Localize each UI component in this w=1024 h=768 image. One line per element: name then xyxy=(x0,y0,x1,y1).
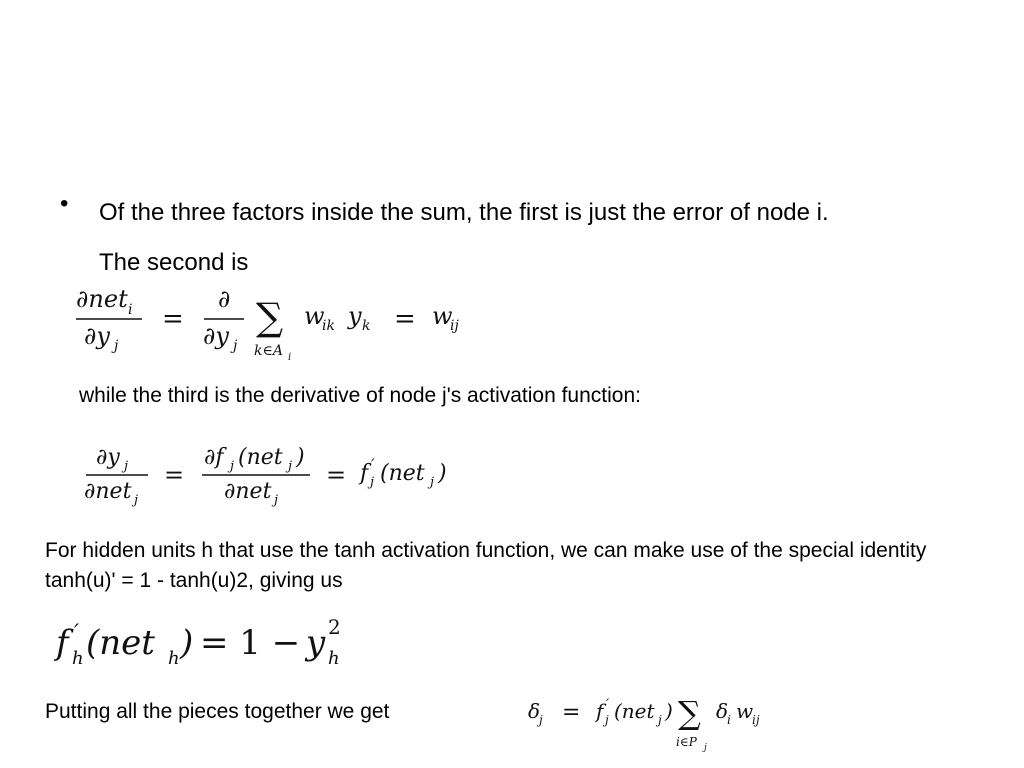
eq1-sum-index: k∈A xyxy=(254,343,283,359)
eq2-rhs-f: f xyxy=(360,461,369,486)
eq3-prime: ′ xyxy=(74,621,79,646)
eq3-f: f xyxy=(56,623,69,663)
eq2-mid-num-arg-sub: j xyxy=(288,459,293,474)
eq2-mid-den-sub: j xyxy=(274,493,279,508)
paragraph-tanh-identity: For hidden units h that use the tanh activation function, we can make use of the special identity tanh(u)' = 1 - tanh(u)2, giving us xyxy=(45,539,927,592)
eq1-term-y: y xyxy=(348,302,362,330)
eq4-delta-i: δ xyxy=(716,699,729,723)
equation-tanh-derivative xyxy=(56,614,356,674)
eq2-lhs-num-sub: j xyxy=(124,459,129,474)
eq1-sum-index-sub: i xyxy=(288,352,292,363)
eq4-f-sub: j xyxy=(605,713,609,727)
eq3-sub: h xyxy=(72,648,84,669)
eq2-lhs-den-sub: j xyxy=(134,493,139,508)
equation-delta-hidden xyxy=(528,690,778,756)
eq4-w-sub: ij xyxy=(752,713,760,727)
eq1-rhs-w: w xyxy=(432,302,453,330)
eq2-mid-num-sub: j xyxy=(230,459,235,474)
equation-net-derivative xyxy=(76,282,496,364)
eq2-rhs-sub: j xyxy=(370,475,375,490)
eq4-w: w xyxy=(736,699,754,723)
eq1-term-w-sub: ik xyxy=(322,318,335,334)
eq1-lhs-den-sub: j xyxy=(114,338,119,354)
eq4-delta-i-sub: i xyxy=(727,713,731,727)
eq2-lhs-den: ∂net xyxy=(84,479,132,504)
eq3-rhs: = 1 − xyxy=(200,623,301,663)
eq1-term-y-sub: k xyxy=(362,318,371,334)
eq1-lhs-num-sub: i xyxy=(128,302,133,318)
bullet-line-2: The second is xyxy=(99,249,249,276)
eq2-rhs-arg-sub: j xyxy=(430,475,435,490)
eq1-op-den-sub: j xyxy=(233,338,238,354)
eq1-lhs-num: ∂net xyxy=(76,285,128,313)
eq4-delta: δ xyxy=(528,699,541,723)
bullet-marker: • xyxy=(60,190,69,217)
bullet-line-1: Of the three factors inside the sum, the first is just the error of node i. xyxy=(99,199,829,226)
eq4-arg-sub: j xyxy=(658,713,662,727)
eq3-y-sub: h xyxy=(328,648,340,669)
eq4-equals: = xyxy=(562,700,581,725)
eq4-f: f xyxy=(596,699,604,723)
eq2-lhs-num: ∂y xyxy=(96,445,120,470)
eq1-lhs-den: ∂y xyxy=(84,322,110,350)
eq2-equals-1: = xyxy=(164,461,185,489)
eq2-mid-num-close: ) xyxy=(296,445,305,470)
eq1-op-num: ∂ xyxy=(218,285,231,313)
eq2-mid-den: ∂net xyxy=(224,479,272,504)
eq2-equals-2: = xyxy=(326,461,347,489)
eq3-y: y xyxy=(306,623,326,663)
eq2-rhs-close: ) xyxy=(438,461,447,486)
eq4-delta-sub: j xyxy=(539,713,543,727)
equation-activation-derivative xyxy=(84,440,464,510)
eq2-rhs-prime: ′ xyxy=(371,455,375,474)
eq2-mid-num: ∂f xyxy=(204,445,224,470)
eq4-prime: ′ xyxy=(606,697,610,713)
eq1-equals-1: = xyxy=(162,304,184,334)
eq2-mid-num-arg: (net xyxy=(238,445,283,470)
eq4-sum-index-sub: j xyxy=(704,743,707,753)
eq3-arg-sub: h xyxy=(168,648,180,669)
eq3-close: ) xyxy=(180,623,194,663)
eq1-op-den: ∂y xyxy=(203,322,229,350)
eq1-sum-sign: ∑ xyxy=(256,295,284,339)
paragraph-putting-together: Putting all the pieces together we get xyxy=(45,700,390,723)
eq1-equals-2: = xyxy=(394,304,416,334)
eq1-rhs-w-sub: ij xyxy=(450,318,459,334)
bullet-text xyxy=(99,188,999,288)
eq4-sum-sign: ∑ xyxy=(678,694,701,732)
eq4-close: ) xyxy=(665,699,673,723)
eq3-arg: (net xyxy=(86,623,155,663)
eq4-sum-index: i∈P xyxy=(676,735,697,749)
eq1-term-w: w xyxy=(304,302,325,330)
eq4-arg: (net xyxy=(614,699,655,723)
paragraph-third-factor: while the third is the derivative of node j's activation function: xyxy=(79,384,641,407)
eq2-rhs-arg: (net xyxy=(380,461,425,486)
eq3-y-sup: 2 xyxy=(328,615,341,639)
